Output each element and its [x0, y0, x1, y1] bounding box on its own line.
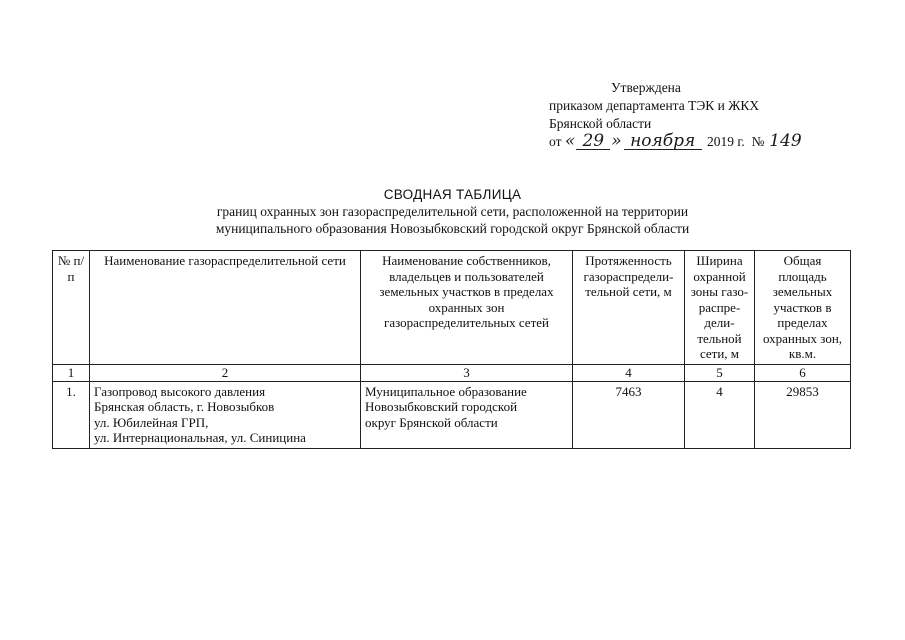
- title-sub-1: границ охранных зон газораспределительной сети, расположенной на территории: [216, 204, 689, 219]
- network-line: Брянская область, г. Новозыбков: [94, 399, 275, 414]
- open-quote: «: [564, 131, 576, 151]
- column-number: 6: [755, 364, 851, 381]
- owner-line: Муниципальное образование: [365, 383, 527, 399]
- header-cell: Протяженность газораспредели-тельной сети, м: [573, 251, 685, 365]
- handwritten-day: 29: [576, 133, 610, 150]
- column-number: 2: [90, 364, 361, 381]
- header-cell: Наименование собственников, владельцев и пользователей земельных участков в пределах охранных зон газораспределительных сетей: [361, 251, 573, 365]
- network-line: ул. Юбилейная ГРП,: [94, 414, 209, 430]
- handwritten-order-number: 149: [769, 131, 802, 151]
- owner-line: округ Брянской области: [365, 414, 498, 430]
- network-line: ул. Интернациональная, ул. Синицина: [94, 430, 306, 445]
- summary-table: [52, 250, 851, 449]
- number-sign: №: [751, 134, 765, 149]
- length-cell: 7463: [573, 381, 685, 448]
- table-header-row: [53, 251, 851, 365]
- column-number: 3: [361, 364, 573, 381]
- approval-date-line: [549, 133, 802, 151]
- column-number-row: [53, 364, 851, 381]
- column-number: 5: [685, 364, 755, 381]
- header-cell: Общая площадь земельных участков в пределах охранных зон, кв.м.: [755, 251, 851, 365]
- title-sub-2: муниципального образования Новозыбковский городской округ Брянской области: [215, 221, 690, 236]
- network-line: Газопровод высокого давления: [94, 383, 266, 399]
- column-number: 1: [53, 364, 90, 381]
- approval-line-2: приказом департамента ТЭК и ЖКХ: [549, 98, 760, 113]
- table-row: [53, 381, 851, 448]
- approval-line-3: Брянской области: [549, 116, 652, 131]
- zone-width-cell: 4: [685, 381, 755, 448]
- approval-stamp: [549, 79, 802, 151]
- network-name-cell: [90, 381, 361, 448]
- close-quote: »: [611, 131, 622, 151]
- title-main: СВОДНАЯ ТАБЛИЦА: [383, 187, 522, 202]
- handwritten-month: ноября: [624, 133, 702, 150]
- date-prefix: от: [549, 134, 562, 149]
- header-cell: Ширина охранной зоны газо-распре-дели-тельной сети, м: [685, 251, 755, 365]
- header-cell: Наименование газораспределительной сети: [90, 251, 361, 365]
- header-cell: № п/п: [53, 251, 90, 365]
- row-number: 1.: [53, 381, 90, 448]
- date-year: 2019 г.: [707, 134, 745, 149]
- owner-line: Новозыбковский городской: [365, 399, 518, 414]
- owner-cell: [361, 381, 573, 448]
- area-cell: 29853: [755, 381, 851, 448]
- column-number: 4: [573, 364, 685, 381]
- document-title: [0, 186, 905, 237]
- approval-line-1: Утверждена: [611, 80, 681, 95]
